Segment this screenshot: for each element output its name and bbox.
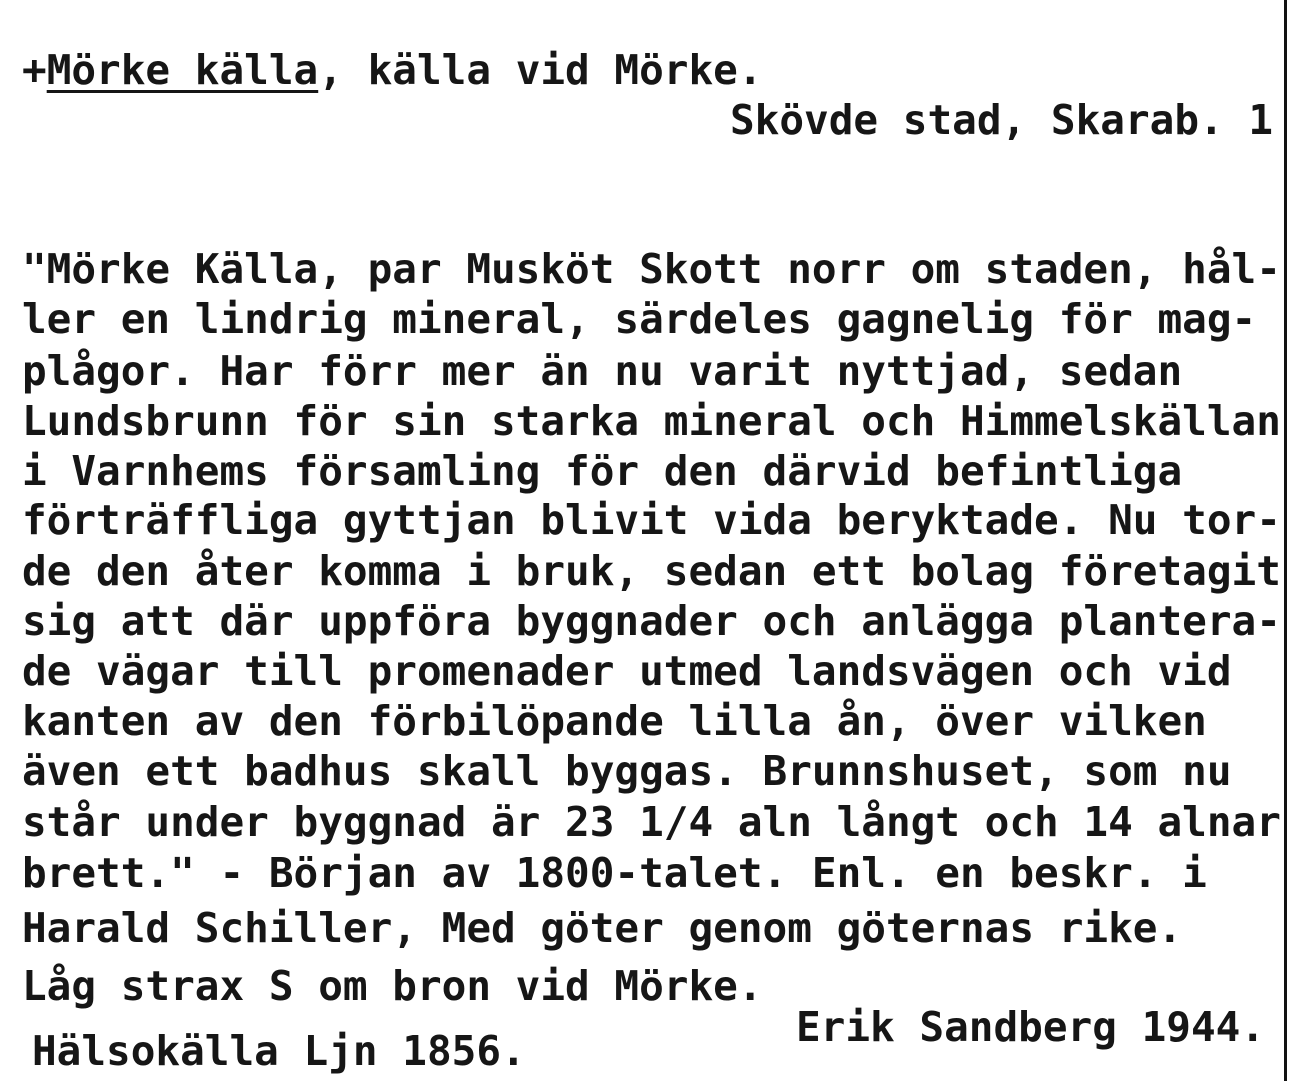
body-line: ler en lindrig mineral, särdeles gagnelig för mag- (22, 295, 1257, 343)
headword-line (22, 46, 763, 94)
signature: Erik Sandberg 1944. (796, 1003, 1265, 1051)
card-edge-line (1284, 0, 1287, 1081)
body-line: Låg strax S om bron vid Mörke. (22, 962, 763, 1010)
body-line: förträffliga gyttjan blivit vida beryktade. Nu tor- (22, 496, 1281, 544)
body-line: står under byggnad är 23 1/4 aln långt och 14 alnar (22, 798, 1281, 846)
headword-rest: , källa vid Mörke. (318, 46, 763, 94)
body-line: kanten av den förbilöpande lilla ån, över vilken (22, 697, 1207, 745)
body-line: de vägar till promenader utmed landsvägen och vid (22, 647, 1232, 695)
location-line: Skövde stad, Skarab. 1 (730, 96, 1274, 144)
body-line: Lundsbrunn för sin starka mineral och Himmelskällan (22, 397, 1281, 445)
body-line: sig att där uppföra byggnader och anlägga plantera- (22, 597, 1281, 645)
body-line: Harald Schiller, Med göter genom göternas rike. (22, 904, 1183, 952)
headword: Mörke källa (46, 46, 319, 94)
body-line: "Mörke Källa, par Musköt Skott norr om staden, hål- (22, 245, 1281, 293)
body-line: de den åter komma i bruk, sedan ett bolag företagit (22, 547, 1281, 595)
headword-prefix: + (22, 46, 47, 94)
body-line: även ett badhus skall byggas. Brunnshuset, som nu (22, 747, 1232, 795)
source-note: Hälsokälla Ljn 1856. (32, 1027, 526, 1075)
body-line: brett." - Början av 1800-talet. Enl. en beskr. i (22, 849, 1207, 897)
body-line: plågor. Har förr mer än nu varit nyttjad, sedan (22, 347, 1183, 395)
body-line: i Varnhems församling för den därvid befintliga (22, 447, 1183, 495)
